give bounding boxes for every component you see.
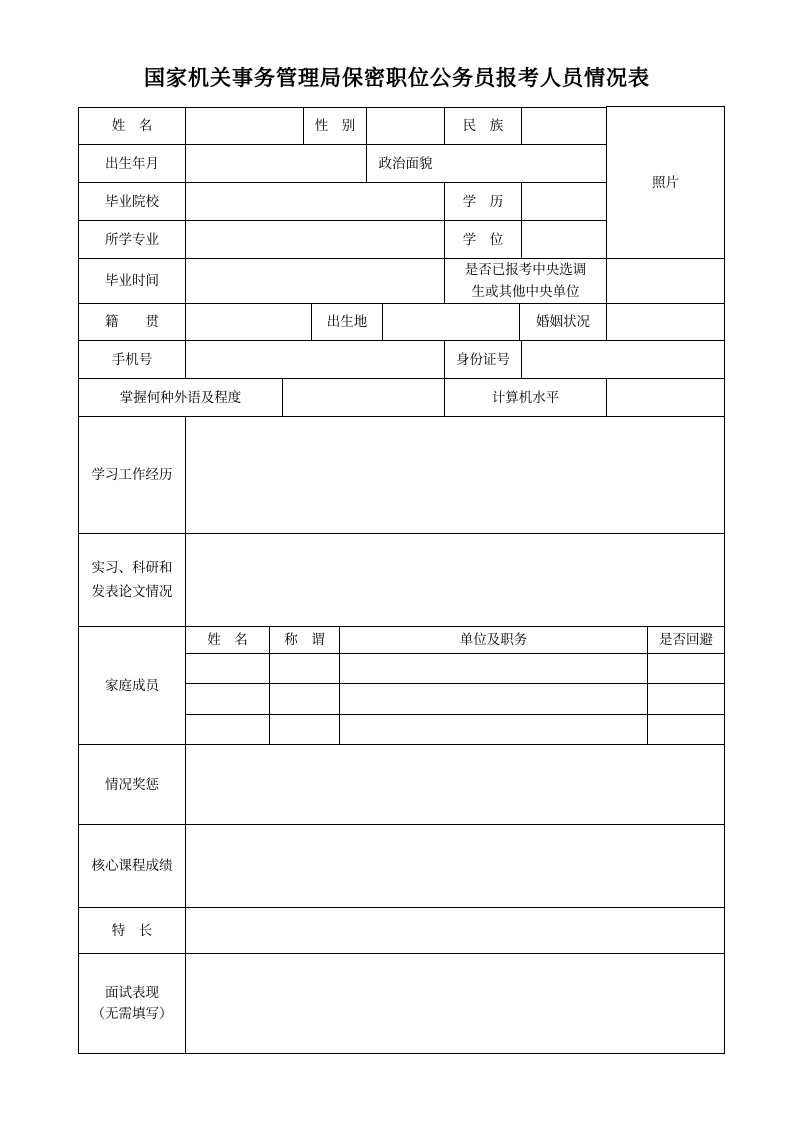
gender-label: 性 别 bbox=[314, 118, 356, 134]
birth-label: 出生年月 bbox=[105, 155, 159, 172]
family-unit-header: 单位及职务 bbox=[459, 632, 528, 648]
central-unit-label-line1: 是否已报考中央选调 bbox=[464, 262, 587, 278]
major-field[interactable] bbox=[186, 221, 444, 258]
courses-field[interactable] bbox=[186, 825, 724, 907]
gender-field[interactable] bbox=[367, 108, 444, 144]
central-unit-field[interactable] bbox=[607, 259, 724, 303]
experience-label: 学习工作经历 bbox=[91, 467, 173, 483]
id-number-label: 身份证号 bbox=[456, 351, 510, 368]
family-name-header: 姓 名 bbox=[207, 632, 248, 648]
phone-field[interactable] bbox=[186, 341, 444, 378]
computer-field[interactable] bbox=[607, 379, 724, 416]
family-row-3[interactable] bbox=[186, 715, 724, 744]
major-label: 所学专业 bbox=[105, 231, 159, 248]
school-label: 毕业院校 bbox=[105, 193, 159, 210]
birthplace-field[interactable] bbox=[383, 304, 519, 340]
central-unit-label bbox=[445, 259, 606, 303]
specialty-label: 特 长 bbox=[111, 922, 153, 939]
form-title: 国家机关事务管理局保密职位公务员报考人员情况表 bbox=[144, 65, 650, 90]
degree-field[interactable] bbox=[522, 221, 606, 258]
birth-field[interactable] bbox=[186, 145, 366, 182]
interview-label bbox=[79, 954, 185, 1053]
family-row-1[interactable] bbox=[186, 654, 724, 683]
education-label: 学 历 bbox=[462, 193, 504, 210]
rule bbox=[78, 1053, 725, 1054]
research-label-line1: 实习、科研和 bbox=[91, 560, 173, 576]
grad-time-label: 毕业时间 bbox=[105, 273, 159, 289]
marital-label: 婚姻状况 bbox=[536, 314, 590, 330]
name-field[interactable] bbox=[186, 108, 303, 144]
political-label: 政治面貌 bbox=[378, 155, 433, 172]
rule bbox=[724, 106, 725, 1054]
experience-field[interactable] bbox=[186, 417, 724, 533]
languages-field[interactable] bbox=[283, 379, 444, 416]
birthplace-label: 出生地 bbox=[326, 314, 368, 330]
name-label: 姓 名 bbox=[111, 118, 153, 134]
family-row-2[interactable] bbox=[186, 684, 724, 714]
interview-label-line2: （无需填写） bbox=[91, 1005, 173, 1022]
awards-label: 情况奖惩 bbox=[105, 776, 159, 793]
family-label: 家庭成员 bbox=[105, 677, 159, 694]
family-avoid-header: 是否回避 bbox=[659, 632, 713, 648]
family-relation-header: 称 谓 bbox=[284, 632, 325, 648]
political-field[interactable] bbox=[445, 145, 606, 182]
research-label bbox=[79, 534, 185, 626]
ethnicity-field[interactable] bbox=[522, 108, 606, 144]
education-field[interactable] bbox=[522, 183, 606, 220]
photo-box[interactable]: 照片 bbox=[652, 174, 679, 191]
interview-field bbox=[186, 954, 724, 1053]
degree-label: 学 位 bbox=[462, 231, 504, 248]
phone-label: 手机号 bbox=[111, 351, 153, 368]
school-field[interactable] bbox=[186, 183, 444, 220]
languages-label: 掌握何种外语及程度 bbox=[119, 389, 242, 406]
ethnicity-label: 民 族 bbox=[462, 118, 504, 134]
id-number-field[interactable] bbox=[522, 341, 724, 378]
native-label: 籍 贯 bbox=[105, 314, 159, 330]
marital-field[interactable] bbox=[607, 304, 724, 340]
central-unit-label-line2: 生或其他中央单位 bbox=[471, 284, 580, 300]
specialty-field[interactable] bbox=[186, 908, 724, 953]
computer-label: 计算机水平 bbox=[491, 389, 560, 406]
research-label-line2: 发表论文情况 bbox=[91, 584, 173, 600]
awards-field[interactable] bbox=[186, 745, 724, 824]
interview-label-line1: 面试表现 bbox=[105, 984, 159, 1001]
grad-time-field[interactable] bbox=[186, 259, 444, 303]
native-field[interactable] bbox=[186, 304, 311, 340]
research-field[interactable] bbox=[186, 534, 724, 626]
courses-label: 核心课程成绩 bbox=[91, 858, 173, 874]
